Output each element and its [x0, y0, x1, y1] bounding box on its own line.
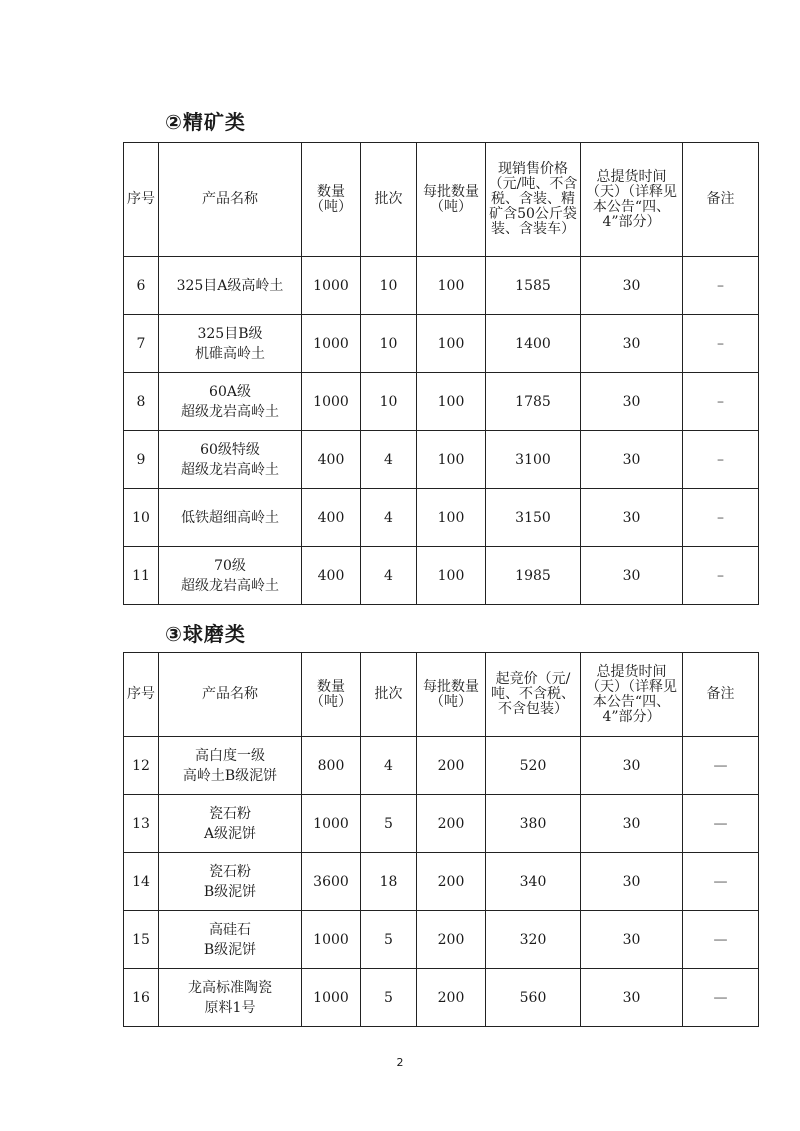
cell-name — [159, 969, 302, 1027]
cell-price: 320 — [486, 911, 581, 969]
name-line: 60A级 — [209, 383, 251, 400]
name-line: 超级龙岩高岭土 — [181, 461, 279, 478]
cell-price: 1400 — [486, 315, 581, 373]
cell-qty: 1000 — [302, 373, 361, 431]
name-line: 瓷石粉 — [209, 863, 251, 880]
name-line: 高岭土B级泥饼 — [182, 767, 278, 784]
cell-name — [159, 257, 302, 315]
cell-delivery: 30 — [581, 489, 683, 547]
cell-per-batch: 100 — [417, 373, 486, 431]
name-line: 龙高标准陶瓷 — [188, 979, 272, 996]
cell-batches: 4 — [361, 547, 417, 605]
header-batches: 批次 — [361, 653, 417, 737]
name-line: 原料1号 — [204, 999, 256, 1016]
cell-per-batch: 100 — [417, 315, 486, 373]
cell-note: — — [683, 737, 759, 795]
cell-price: 520 — [486, 737, 581, 795]
cell-delivery: 30 — [581, 969, 683, 1027]
cell-batches: 10 — [361, 257, 417, 315]
cell-batches: 4 — [361, 431, 417, 489]
table-row — [124, 373, 759, 431]
concentrate-table — [123, 142, 759, 605]
cell-seq: 16 — [124, 969, 159, 1027]
header-batches: 批次 — [361, 143, 417, 257]
name-line: 机碓高岭土 — [195, 345, 265, 362]
table-row — [124, 547, 759, 605]
cell-qty: 800 — [302, 737, 361, 795]
cell-batches: 4 — [361, 737, 417, 795]
page-number: 2 — [396, 1056, 404, 1069]
cell-price: 1585 — [486, 257, 581, 315]
cell-qty: 400 — [302, 547, 361, 605]
table-row — [124, 431, 759, 489]
cell-per-batch: 100 — [417, 489, 486, 547]
header-qty: 数量（吨） — [302, 143, 361, 257]
cell-price: 1785 — [486, 373, 581, 431]
name-line: A级泥饼 — [203, 825, 257, 842]
cell-seq: 12 — [124, 737, 159, 795]
cell-per-batch: 100 — [417, 257, 486, 315]
name-line: 325目B级 — [197, 325, 263, 342]
cell-delivery: 30 — [581, 795, 683, 853]
cell-seq: 15 — [124, 911, 159, 969]
cell-qty: 1000 — [302, 315, 361, 373]
section-title-concentrate: ②精矿类 — [165, 110, 246, 134]
section-title-ball-mill: ③球磨类 — [165, 622, 246, 646]
cell-price: 340 — [486, 853, 581, 911]
cell-qty: 1000 — [302, 257, 361, 315]
header-per-batch: 每批数量（吨） — [417, 143, 486, 257]
cell-name — [159, 373, 302, 431]
cell-per-batch: 200 — [417, 795, 486, 853]
cell-name — [159, 489, 302, 547]
cell-note: — — [683, 969, 759, 1027]
header-qty: 数量（吨） — [302, 653, 361, 737]
table-header-row — [124, 653, 759, 737]
cell-note: – — [683, 489, 759, 547]
cell-seq: 13 — [124, 795, 159, 853]
table-row — [124, 315, 759, 373]
name-line: 高硅石 — [209, 921, 251, 938]
name-line: B级泥饼 — [203, 883, 257, 900]
header-price: 起竞价（元/吨、不含税、不含包装） — [486, 653, 581, 737]
table-row — [124, 737, 759, 795]
table-row — [124, 969, 759, 1027]
header-per-batch: 每批数量（吨） — [417, 653, 486, 737]
cell-note: — — [683, 795, 759, 853]
header-delivery: 总提货时间（天）（详释见本公告“四、4”部分） — [581, 143, 683, 257]
table-row — [124, 853, 759, 911]
cell-note: – — [683, 373, 759, 431]
name-line: B级泥饼 — [203, 941, 257, 958]
cell-price: 3100 — [486, 431, 581, 489]
name-line: 325目A级高岭土 — [176, 277, 284, 294]
cell-batches: 5 — [361, 969, 417, 1027]
cell-seq: 11 — [124, 547, 159, 605]
cell-qty: 1000 — [302, 911, 361, 969]
cell-per-batch: 200 — [417, 969, 486, 1027]
name-line: 高白度一级 — [195, 747, 265, 764]
cell-price: 380 — [486, 795, 581, 853]
name-line: 60级特级 — [200, 441, 260, 458]
header-note: 备注 — [683, 653, 759, 737]
name-line: 超级龙岩高岭土 — [181, 403, 279, 420]
cell-per-batch: 100 — [417, 547, 486, 605]
cell-qty: 400 — [302, 431, 361, 489]
header-price: 现销售价格（元/吨、不含税、含装、精矿含50公斤袋装、含装车） — [486, 143, 581, 257]
table-header-row — [124, 143, 759, 257]
cell-batches: 18 — [361, 853, 417, 911]
name-line: 瓷石粉 — [209, 805, 251, 822]
cell-name — [159, 795, 302, 853]
cell-batches: 5 — [361, 795, 417, 853]
header-delivery: 总提货时间（天）（详释见本公告“四、4”部分） — [581, 653, 683, 737]
cell-seq: 10 — [124, 489, 159, 547]
cell-note: – — [683, 257, 759, 315]
cell-delivery: 30 — [581, 315, 683, 373]
name-line: 70级 — [214, 557, 246, 574]
cell-price: 3150 — [486, 489, 581, 547]
header-note: 备注 — [683, 143, 759, 257]
cell-name — [159, 853, 302, 911]
cell-note: — — [683, 853, 759, 911]
cell-seq: 6 — [124, 257, 159, 315]
cell-note: — — [683, 911, 759, 969]
cell-price: 1985 — [486, 547, 581, 605]
cell-note: – — [683, 315, 759, 373]
cell-batches: 10 — [361, 315, 417, 373]
table-row — [124, 795, 759, 853]
cell-delivery: 30 — [581, 737, 683, 795]
cell-batches: 4 — [361, 489, 417, 547]
header-seq: 序号 — [124, 653, 159, 737]
cell-name — [159, 547, 302, 605]
cell-per-batch: 100 — [417, 431, 486, 489]
cell-name — [159, 315, 302, 373]
cell-per-batch: 200 — [417, 911, 486, 969]
cell-delivery: 30 — [581, 373, 683, 431]
cell-note: – — [683, 431, 759, 489]
header-name: 产品名称 — [159, 653, 302, 737]
cell-batches: 5 — [361, 911, 417, 969]
table-row — [124, 257, 759, 315]
cell-delivery: 30 — [581, 853, 683, 911]
cell-seq: 8 — [124, 373, 159, 431]
name-line: 低铁超细高岭土 — [181, 509, 279, 526]
cell-delivery: 30 — [581, 257, 683, 315]
cell-batches: 10 — [361, 373, 417, 431]
cell-delivery: 30 — [581, 547, 683, 605]
cell-seq: 9 — [124, 431, 159, 489]
cell-delivery: 30 — [581, 431, 683, 489]
cell-qty: 3600 — [302, 853, 361, 911]
cell-name — [159, 911, 302, 969]
cell-qty: 1000 — [302, 969, 361, 1027]
cell-note: – — [683, 547, 759, 605]
cell-price: 560 — [486, 969, 581, 1027]
ball-mill-table — [123, 652, 759, 1027]
table-row — [124, 911, 759, 969]
cell-seq: 14 — [124, 853, 159, 911]
cell-name — [159, 737, 302, 795]
header-name: 产品名称 — [159, 143, 302, 257]
table-row — [124, 489, 759, 547]
cell-seq: 7 — [124, 315, 159, 373]
cell-delivery: 30 — [581, 911, 683, 969]
cell-per-batch: 200 — [417, 737, 486, 795]
cell-name — [159, 431, 302, 489]
header-seq: 序号 — [124, 143, 159, 257]
cell-qty: 1000 — [302, 795, 361, 853]
name-line: 超级龙岩高岭土 — [181, 577, 279, 594]
cell-qty: 400 — [302, 489, 361, 547]
cell-per-batch: 200 — [417, 853, 486, 911]
